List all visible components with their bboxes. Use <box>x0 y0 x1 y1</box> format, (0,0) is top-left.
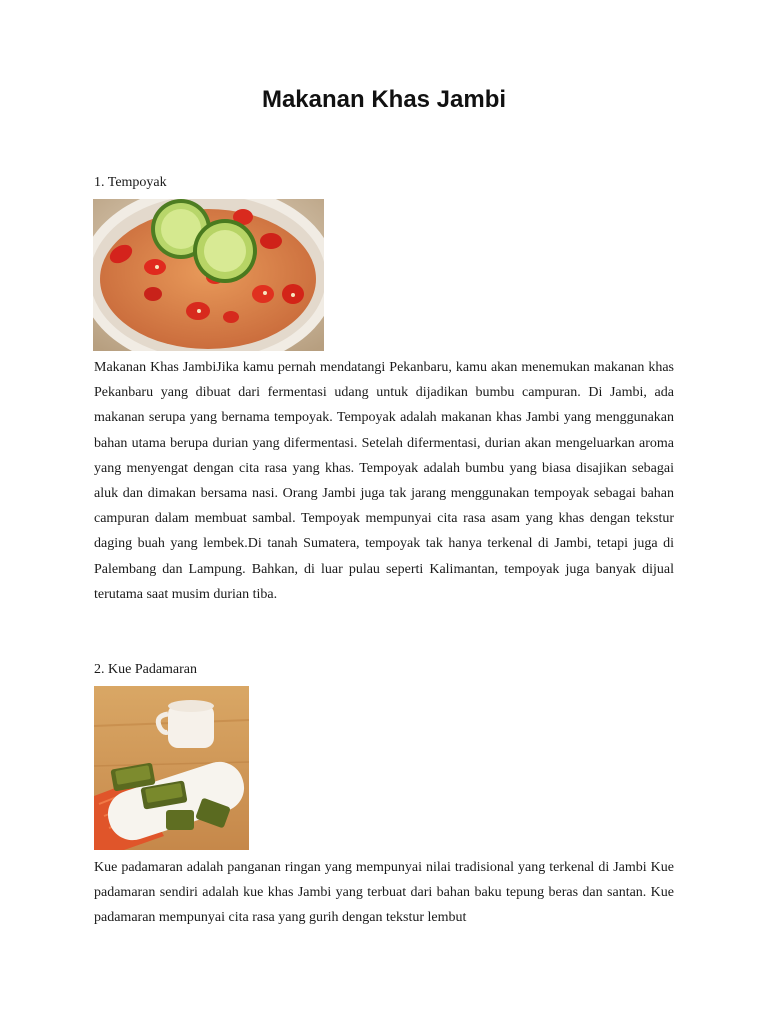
section-paragraph-tempoyak: Makanan Khas JambiJika kamu pernah mendatangi Pekanbaru, kamu akan menemukan makanan khas Pekanbaru yang dibuat dari fermentasi udang untuk dijadikan bumbu campuran. Di Jambi, ada makanan serupa yang bernama tempoyak. Tempoyak adalah makanan khas Jambi yang menggunakan bahan utama berupa durian yang difermentasi. Setelah difermentasi, durian akan mengeluarkan aroma yang menyengat dengan cita rasa yang khas. Tempoyak adalah bumbu yang biasa disajikan sebagai aluk dan dimakan bersama nasi. Orang Jambi juga tak jarang menggunakan tempoyak sebagai bahan campuran dalam membuat sambal. Tempoyak mempunyai cita rasa asam yang khas dengan tekstur daging buah yang lembek.Di tanah Sumatera, tempoyak tak hanya terkenal di Jambi, tetapi juga di Palembang dan Lampung. Bahkan, di luar pulau seperti Kalimantan, tempoyak juga banyak dijual terutama saat musim durian tiba. <box>94 360 674 602</box>
kue-padamaran-plate-photo <box>94 686 249 850</box>
section-heading-kue-padamaran: 2. Kue Padamaran <box>94 662 198 677</box>
tempoyak-bowl-photo <box>93 199 324 351</box>
section-paragraph-kue-padamaran: Kue padamaran adalah panganan ringan yang mempunyai nilai tradisional yang terkenal di Jambi Kue padamaran sendiri adalah kue khas Jambi yang terbuat dari bahan baku tepung beras dan santan. Kue padamaran mempunyai cita rasa yang gurih dengan tekstur lembut <box>94 860 674 926</box>
section-heading-tempoyak: 1. Tempoyak <box>94 175 167 190</box>
document-title: Makanan Khas Jambi <box>261 86 507 113</box>
